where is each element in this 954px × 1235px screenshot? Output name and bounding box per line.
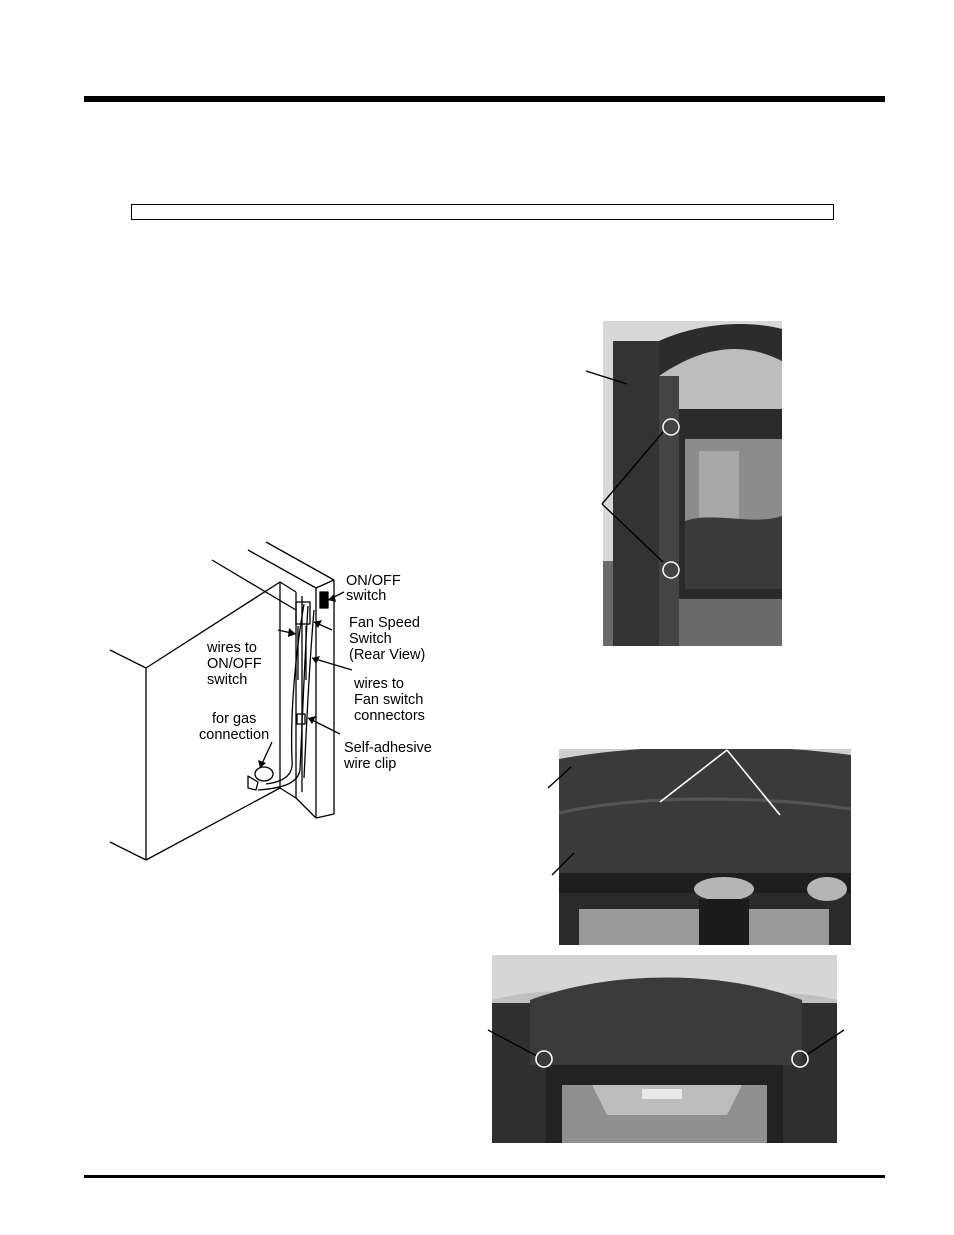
wires-fan-label-1: wires to (354, 676, 404, 692)
fan-label-1: Fan Speed (349, 615, 420, 631)
wires-onoff-label-2: ON/OFF (207, 656, 262, 672)
gas-label-2: connection (199, 727, 270, 743)
wires-onoff-label-3: switch (207, 672, 248, 688)
clip-label-1: Self-adhesive (344, 740, 432, 756)
arch-panel-front-photo (492, 955, 837, 1143)
bottom-rule (84, 1175, 885, 1178)
top-rule (84, 96, 885, 102)
wires-fan-label-3: connectors (354, 708, 425, 724)
onoff-label-1: ON/OFF (346, 573, 401, 589)
fan-label-3: (Rear View) (349, 647, 426, 663)
wires-fan-label-2: Fan switch (354, 692, 424, 708)
fireplace-side-panel-photo (603, 321, 782, 646)
arch-panel-installation-photo (559, 749, 851, 945)
wires-onoff-label-1: wires to (207, 640, 257, 656)
section-header-box (131, 204, 834, 220)
fan-label-2: Switch (349, 631, 392, 647)
gas-label-1: for gas (212, 711, 257, 727)
onoff-label-2: switch (346, 588, 387, 604)
clip-label-2: wire clip (344, 756, 397, 772)
